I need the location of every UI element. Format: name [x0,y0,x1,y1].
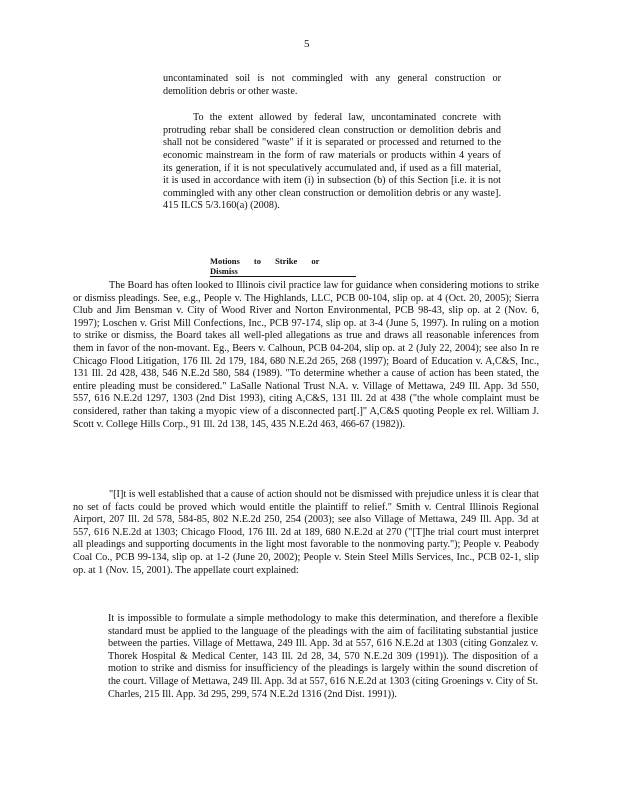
body-section-1 [73,280,539,431]
section-heading: Motions to Strike or Dismiss [210,256,356,277]
quote-2-paragraph: It is impossible to formulate a simple methodology to make this determination, and therefore a flexible standard must be applied to the language of the pleadings with the aim of facilitating substantial justice between the parties. Village of Mettawa, 249 Ill. App. 3d at 557, 616 N.E.2d at 1303 (citing Gonzalez v. Thorek Hospital & Medical Center, 143 Ill. 2d 28, 34, 570 N.E.2d 309 (1991)). The disposition of a motion to strike and dismiss for insufficiency of the pleadings is largely within the sound discretion of the court. Village of Mettawa, 249 Ill. App. 3d at 557, 616 N.E.2d at 1303 (citing Groenings v. City of St. Charles, 215 Ill. App. 3d 295, 299, 574 N.E.2d 1316 (2nd Dist. 1991)). [108,613,538,700]
quote-1-paragraph-1: uncontaminated soil is not commingled with any general construction or demolition debris or other waste. [163,73,501,97]
body-paragraph-2: "[I]t is well established that a cause of action should not be dismissed with prejudice unless it is clear that no set of facts could be proved which would entitle the plaintiff to relief." Smith v. Central Illinois Regional Airport, 207 Ill. 2d 578, 584-85, 802 N.E.2d 250, 254 (2003); see also Village of Mettawa, 249 Ill. App. 3d at 557, 616 N.E.2d at 1303; Chicago Flood, 176 Ill. 2d at 189, 680 N.E.2d at 270 ("[T]he trial court must interpret all pleadings and supporting documents in the light most favorable to the nonmoving party."); People v. Peabody Coal Co., PCB 99-134, slip op. at 1-2 (June 20, 2002); People v. Stein Steel Mills Services, Inc., PCB 02-1, slip op. at 1 (Nov. 15, 2001). The appellate court explained: [73,489,539,576]
page-number: 5 [304,38,310,50]
body-section-2 [73,489,539,577]
quote-block-2 [108,613,538,701]
body-paragraph-1: The Board has often looked to Illinois civil practice law for guidance when considering motions to strike or dismiss pleadings. See, e.g., People v. The Highlands, LLC, PCB 00-104, slip op. at 4 (Oct. 20, 2005); Sierra Club and Jim Bensman v. City of Wood River and Norton Environmental, PCB 98-43, slip op. at 2 (Nov. 6, 1997); Loschen v. Grist Mill Confections, Inc., PCB 97-174, slip op. at 3-4 (June 5, 1997). In ruling on a motion to strike or dismiss, the Board takes all well-pled allegations as true and draws all reasonable inferences from them in favor of the non-movant. Eg., Beers v. Calhoun, PCB 04-204, slip op. at 2 (July 22, 2004); see also In re Chicago Flood Litigation, 176 Ill. 2d 179, 184, 680 N.E.2d 265, 268 (1997); Board of Education v. A,C&S, Inc., 131 Ill. 2d 428, 438, 546 N.E.2d 580, 584 (1989). "To determine whether a cause of action has been stated, the entire pleading must be considered." LaSalle National Trust N.A. v. Village of Mettawa, 249 Ill. App. 3d 550, 557, 616 N.E.2d 1297, 1303 (2nd Dist 1993), citing A,C&S, 131 Ill. 2d at 438 ("the whole complaint must be considered, rather than taking a myopic view of a disconnected part[.]" A,C&S quoting People ex rel. William J. Scott v. College Hills Corp., 91 Ill. 2d 138, 145, 435 N.E.2d 463, 466-67 (1982)). [73,280,539,430]
quote-1-paragraph-2: To the extent allowed by federal law, uncontaminated concrete with protruding rebar shall be considered clean construction or demolition debris and shall not be considered "waste" if it is separated or processed and returned to the economic mainstream in the form of raw materials or products within 4 years of its generation, if it is not speculatively accumulated and, if used as a fill material, it is used in accordance with item (i) in subsection (b) of this Section [i.e. it is not commingled with any other clean construction or demolition debris or any waste]. 415 ILCS 5/3.160(a) (2008). [163,112,501,212]
quote-block-1 [163,73,501,213]
